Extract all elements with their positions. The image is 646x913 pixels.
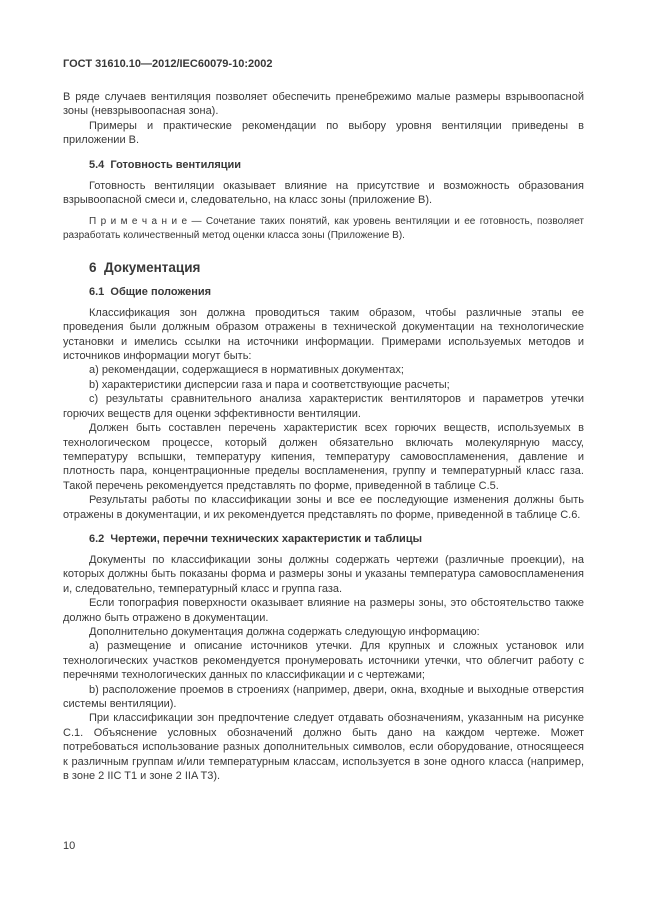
section-heading-5-4: 5.4 Готовность вентиляции xyxy=(89,158,242,171)
page-number: 10 xyxy=(63,840,76,852)
paragraph: Если топография поверхности оказывает влияние на размеры зоны, это обстоятельство также должно быть отражено в документации. xyxy=(63,597,584,624)
paragraph: Примеры и практические рекомендации по выбору уровня вентиляции приведены в приложении В. xyxy=(63,119,584,147)
list-item-c: c) результаты сравнительного анализа характеристик вентиляторов и параметров утечки горючих веществ для оценки эффективности вентиляции. xyxy=(63,393,584,420)
section-heading-6-1: 6.1 Общие положения xyxy=(89,285,212,298)
paragraph-continued: В ряде случаев вентиляция позволяет обеспечить пренебрежимо малые размеры взрывоопасной зоны (невзрывоопасная зона). xyxy=(63,91,584,118)
paragraph: Результаты работы по классификации зоны и все ее последующие изменения должны быть отражены в документации, и их рекомендуется представлять по форме, приведенной в таблице С.6. xyxy=(63,494,584,521)
section-heading-6-2: 6.2 Чертежи, перечни технических характеристик и таблицы xyxy=(89,532,422,545)
paragraph: Документы по классификации зоны должны содержать чертежи (различные проекции), на которых должны быть показаны форма и размеры зоны и указаны температура самовоспламенения и, следовательно, температурный класс и группа газа. xyxy=(63,553,584,595)
paragraph: Готовность вентиляции оказывает влияние на присутствие и возможность образования взрывоопасной смеси и, следовательно, на класс зоны (приложение В). xyxy=(63,179,584,207)
paragraph: Классификация зон должна проводиться таким образом, чтобы различные этапы ее проведения были должным образом отражены в технической документации на технологические установки и имелись ссылки на источники информации. Примерами используемых методов и источников информации могут быть: xyxy=(63,306,584,363)
paragraph: Должен быть составлен перечень характеристик всех горючих веществ, используемых в технологическом процессе, который должен обязательно включать молекулярную массу, температуру вспышки, температуру кипения, температуру самовоспламенения, давление и плотность пара, концентрационные пределы воспламенения, группу и температурный класс газа. Такой перечень рекомендуется представлять по форме, приведенной в таблице С.5. xyxy=(63,422,584,492)
list-item-b: b) расположение проемов в строениях (например, двери, окна, входные и выходные отверстия системы вентиляции). xyxy=(63,683,584,710)
note-paragraph: П р и м е ч а н и е — Сочетание таких понятий, как уровень вентиляции и ее готовность, позволяет разработать количественный метод оценки класса зоны (Приложение В). xyxy=(63,216,584,241)
list-item-a: a) рекомендации, содержащиеся в нормативных документах; xyxy=(89,364,404,377)
list-item-a: a) размещение и описание источников утечки. Для крупных и сложных установок или технологических участков рекомендуется пронумеровать источники утечки, что облегчит работу с перечнями технологических данных по классификации и с чертежами; xyxy=(63,640,584,682)
paragraph: Дополнительно документация должна содержать следующую информацию: xyxy=(89,625,480,638)
document-header: ГОСТ 31610.10—2012/IEC60079-10:2002 xyxy=(63,58,273,70)
chapter-heading-6: 6 Документация xyxy=(89,259,201,275)
paragraph: При классификации зон предпочтение следует отдавать обозначениям, указанным на рисунке С.1. Объяснение условных обозначений должно быть дано на каждом чертеже. Может потребоваться использование разных дополнительных символов, если оборудование, относящееся к различным группам и/или температурным классам, используется в зоне одного класса (например, в зоне 2 IIC T1 и зоне 2 IIA T3). xyxy=(63,712,584,783)
list-item-b: b) характеристики дисперсии газа и пара и соответствующие расчеты; xyxy=(89,378,450,391)
